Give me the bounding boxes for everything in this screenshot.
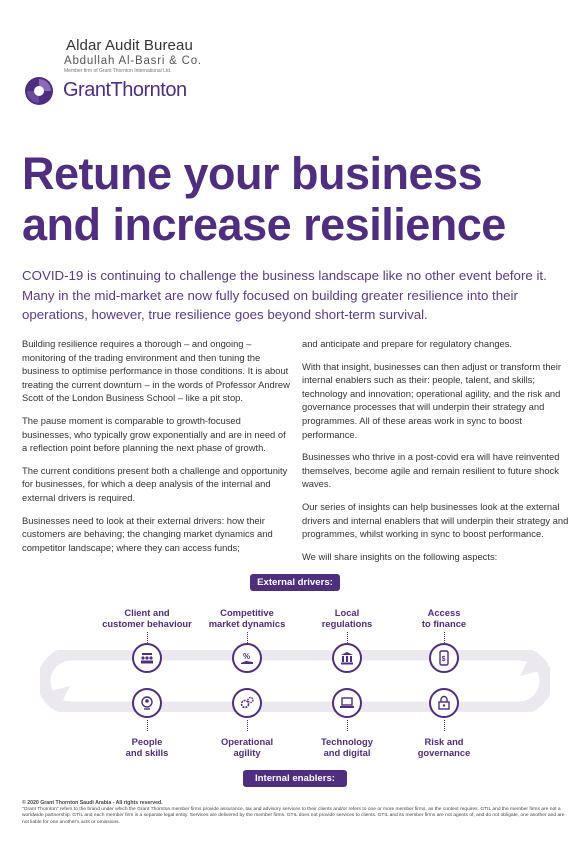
internal-enabler-label: Risk and governance: [417, 736, 471, 758]
gears-icon: [232, 688, 262, 718]
external-driver-label: Competitive market dynamics: [208, 607, 286, 629]
person-head-icon: [132, 688, 162, 718]
laptop-icon: [332, 688, 362, 718]
member-firm-note: Member firm of Grant Thornton International Ltd.: [64, 68, 172, 74]
grant-thornton-logo-icon: [22, 76, 56, 106]
mobile-dollar-icon: [429, 643, 459, 673]
body-paragraph: The current conditions present both a challenge and opportunity for businesses, for which a deep analysis of the internal and external drivers is required.: [22, 464, 288, 503]
cycle-arrow: [40, 650, 550, 712]
body-paragraph: Businesses need to look at their external drivers: how their customers are behaving; the changing market dynamics and competitor landscape; where they can access funds;: [22, 514, 273, 553]
body-paragraph: We will share insights on the following aspects:: [302, 550, 498, 562]
body-paragraph: With that insight, businesses can then adjust or transform their internal enablers such as their: people, talent, and skills; technology and innovation; operational agility, and the risk and governance processes that will underpin their strategy and programmes. All of these areas work in sync to boost performance.: [302, 360, 561, 440]
internal-enabler-label: People and skills: [125, 736, 169, 758]
footer: [22, 800, 572, 826]
legal-disclaimer: "Grant Thornton" refers to the brand under which the Grant Thornton member firms provide assurance, tax and advisory services to their clients and/or refers to one or more member firms, as the context requires. GTIL and the member firms are not a worldwide partnership. GTIL and each member firm is a separate legal entity. Services are delivered by the member firms. GTIL does not provide services to clients. GTIL and its member firms are not agents of, and do not obligate, one another and are not liable for one another's acts or omissions.: [22, 806, 565, 825]
body-column-left: [22, 337, 292, 563]
body-paragraph: Building resilience requires a thorough – and ongoing – monitoring of the trading environment and then tuning the business to optimise performance in those conditions. It is about treating the current downturn – in the words of Professor Andrew Scott of the London Business School – like a pit stop.: [22, 338, 290, 404]
internal-enabler-label: Technology and digital: [321, 736, 373, 758]
body-paragraph: and anticipate and prepare for regulatory changes.: [302, 338, 513, 349]
percent-hand-icon: [232, 643, 262, 673]
external-drivers-header: External drivers:: [250, 574, 340, 591]
intro-paragraph: COVID-19 is continuing to challenge the business landscape like no other event before it. Many in the mid-market are now fully focused on building greater resilience into their operations, however, true resilience goes beyond short-term survival.: [22, 268, 547, 322]
drivers-diagram: [0, 570, 588, 792]
shield-lock-icon: [429, 688, 459, 718]
page-title: [22, 148, 582, 250]
body-paragraph: The pause moment is comparable to growth-focused businesses, who typically grow exponentially and are in need of a reflection point before planning the next phase of growth.: [22, 414, 286, 454]
copyright-text: © 2020 Grant Thornton Saudi Arabia - All rights reserved.: [22, 800, 163, 806]
government-building-icon: [332, 643, 362, 673]
firm-subname: Abdullah Al-Basri & Co.: [64, 55, 202, 67]
grant-thornton-wordmark: GrantThornton: [63, 79, 187, 101]
svg-text:$: $: [441, 656, 446, 663]
internal-enablers-header: Internal enablers:: [243, 770, 347, 787]
internal-enabler-label: Operational agility: [220, 736, 274, 758]
body-paragraph: Our series of insights can help businesses look at the external drivers and internal enablers that will underpin their strategy and programmes, whilst working in sync to boost performance.: [302, 500, 569, 540]
customers-icon: [132, 643, 162, 673]
external-driver-label: Access to finance: [421, 607, 467, 629]
external-driver-label: Client and customer behaviour: [102, 607, 192, 629]
external-driver-label: Local regulations: [321, 607, 373, 629]
body-paragraph: Businesses who thrive in a post-covid era will have reinvented themselves, become agile and remain resilient to future shock waves.: [302, 451, 560, 490]
title-line-2: and increase resilience: [22, 199, 506, 250]
svg-text:%: %: [243, 652, 251, 661]
title-line-1: Retune your business: [22, 148, 483, 199]
body-column-right: [302, 337, 572, 572]
firm-name: Aldar Audit Bureau: [66, 37, 193, 54]
